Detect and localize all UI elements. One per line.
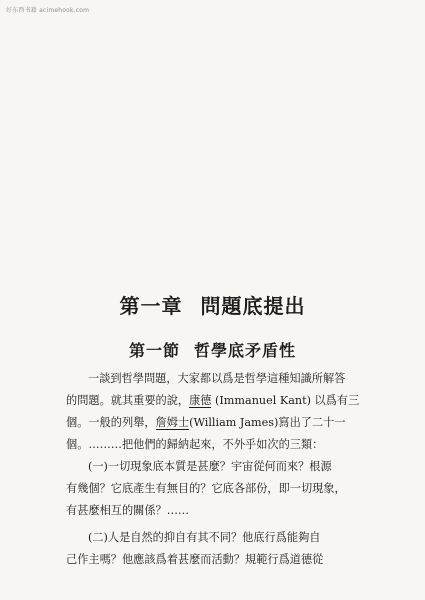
- text-line: [66, 368, 366, 390]
- section-number: 第一節: [128, 341, 180, 360]
- text-line: [66, 390, 366, 412]
- proper-name-james: 詹姆士: [155, 416, 190, 429]
- line-text: (Immanuel Kant) 以爲有三: [211, 394, 360, 407]
- section-title: 哲學底矛盾性: [194, 341, 297, 360]
- chapter-heading: [0, 290, 425, 319]
- line-text: (William James)寫出了二十一: [189, 416, 346, 429]
- line-text: 個。一般的列舉，: [66, 416, 156, 429]
- watermark-text: 好东西书籍 acimehook.com: [6, 7, 90, 14]
- proper-name-kant: 康德: [189, 394, 212, 407]
- text-line: [66, 434, 366, 456]
- line-text: (二)人是自然的抑自有其不同？他底行爲能夠自: [88, 531, 321, 544]
- text-line: [66, 412, 366, 434]
- text-line: [66, 527, 366, 549]
- body-text: [66, 368, 366, 571]
- line-text: 一談到哲學問題，大家都以爲是哲學這種知識所解答: [88, 372, 346, 385]
- line-text: 有甚麼相互的關係？……: [66, 504, 190, 517]
- text-line: [66, 549, 366, 571]
- line-text: (一)一切現象底本質是甚麼？宇宙從何而來？根源: [88, 460, 332, 473]
- line-text: 己作主嗎？他應該爲着甚麼而活動？規範行爲道德從: [66, 553, 324, 566]
- text-line: [66, 456, 366, 478]
- line-text: 的問題。就其重要的說，: [66, 394, 190, 407]
- chapter-title: 問題底提出: [200, 294, 306, 318]
- text-line: [66, 500, 366, 522]
- section-heading: [0, 338, 425, 361]
- chapter-number: 第一章: [119, 294, 183, 318]
- line-text: 個。………把他們的歸納起來，不外乎如次的三類：: [66, 438, 324, 451]
- line-text: 有幾個？它底產生有無目的？它底各部份，即一切現象，: [66, 482, 346, 495]
- text-line: [66, 478, 366, 500]
